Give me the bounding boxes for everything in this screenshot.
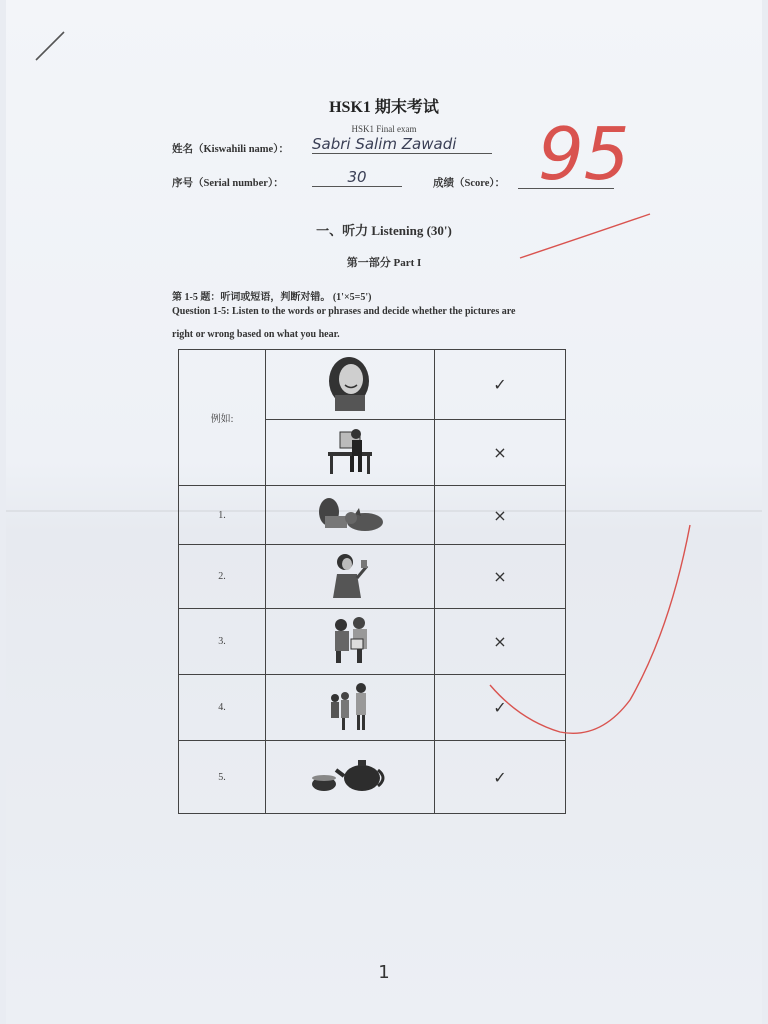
smiling-woman-picture bbox=[325, 355, 375, 411]
answer-mark: × bbox=[493, 567, 507, 586]
picture-cell bbox=[266, 545, 435, 609]
name-value: Sabri Salim Zawadi bbox=[312, 135, 492, 154]
table-row bbox=[179, 741, 566, 814]
exam-title: HSK1 期末考试 bbox=[329, 99, 439, 116]
question-number: 2. bbox=[179, 545, 266, 609]
answer-cell bbox=[435, 350, 566, 420]
corner-mark bbox=[30, 26, 70, 66]
exam-subtitle: HSK1 Final exam bbox=[351, 124, 417, 134]
answer-cell bbox=[435, 420, 566, 486]
grader-check-mark bbox=[480, 520, 710, 750]
question-number: 5. bbox=[179, 741, 266, 814]
question-number: 4. bbox=[179, 675, 266, 741]
answer-cell bbox=[435, 741, 566, 814]
answer-mark: ✓ bbox=[493, 698, 507, 717]
picture-cell bbox=[266, 420, 435, 486]
section-heading: 一、听力 Listening (30') bbox=[316, 223, 452, 238]
answer-mark: ✓ bbox=[493, 767, 507, 787]
serial-label: 序号（Serial number）： bbox=[172, 178, 284, 189]
family-group-picture bbox=[325, 680, 375, 732]
example-label: 例如: bbox=[179, 350, 266, 486]
instruction-en-1: Question 1-5: Listen to the words or phrases and decide whether the pictures are bbox=[172, 306, 516, 317]
woman-drinking-picture bbox=[327, 550, 373, 600]
page-number: 1 bbox=[378, 962, 390, 983]
picture-cell bbox=[266, 741, 435, 814]
answer-mark: ✓ bbox=[493, 375, 507, 394]
picture-cell bbox=[266, 675, 435, 741]
answer-mark: × bbox=[493, 443, 507, 462]
teapot-and-cup-picture bbox=[310, 756, 390, 796]
people-talking-picture bbox=[327, 615, 373, 665]
instruction-zh: 第 1-5 题：听词或短语，判断对错。 (1'×5=5') bbox=[172, 292, 372, 303]
section-part: 第一部分 Part I bbox=[346, 257, 422, 269]
answer-mark: × bbox=[493, 632, 507, 651]
question-number: 1. bbox=[179, 486, 266, 545]
name-label: 姓名（Kiswahili name）： bbox=[172, 144, 289, 155]
question-number: 3. bbox=[179, 609, 266, 675]
person-lying-with-dog-picture bbox=[315, 494, 385, 534]
table-row bbox=[179, 350, 566, 420]
picture-cell bbox=[266, 486, 435, 545]
score-label: 成绩（Score）： bbox=[433, 178, 506, 189]
serial-value: 30 bbox=[312, 168, 402, 187]
instruction-en-2: right or wrong based on what you hear. bbox=[172, 329, 340, 340]
score-value: 95 bbox=[538, 112, 630, 196]
man-reading-newspaper-picture bbox=[324, 426, 376, 476]
answer-mark: × bbox=[493, 505, 507, 525]
picture-cell bbox=[266, 350, 435, 420]
picture-cell bbox=[266, 609, 435, 675]
